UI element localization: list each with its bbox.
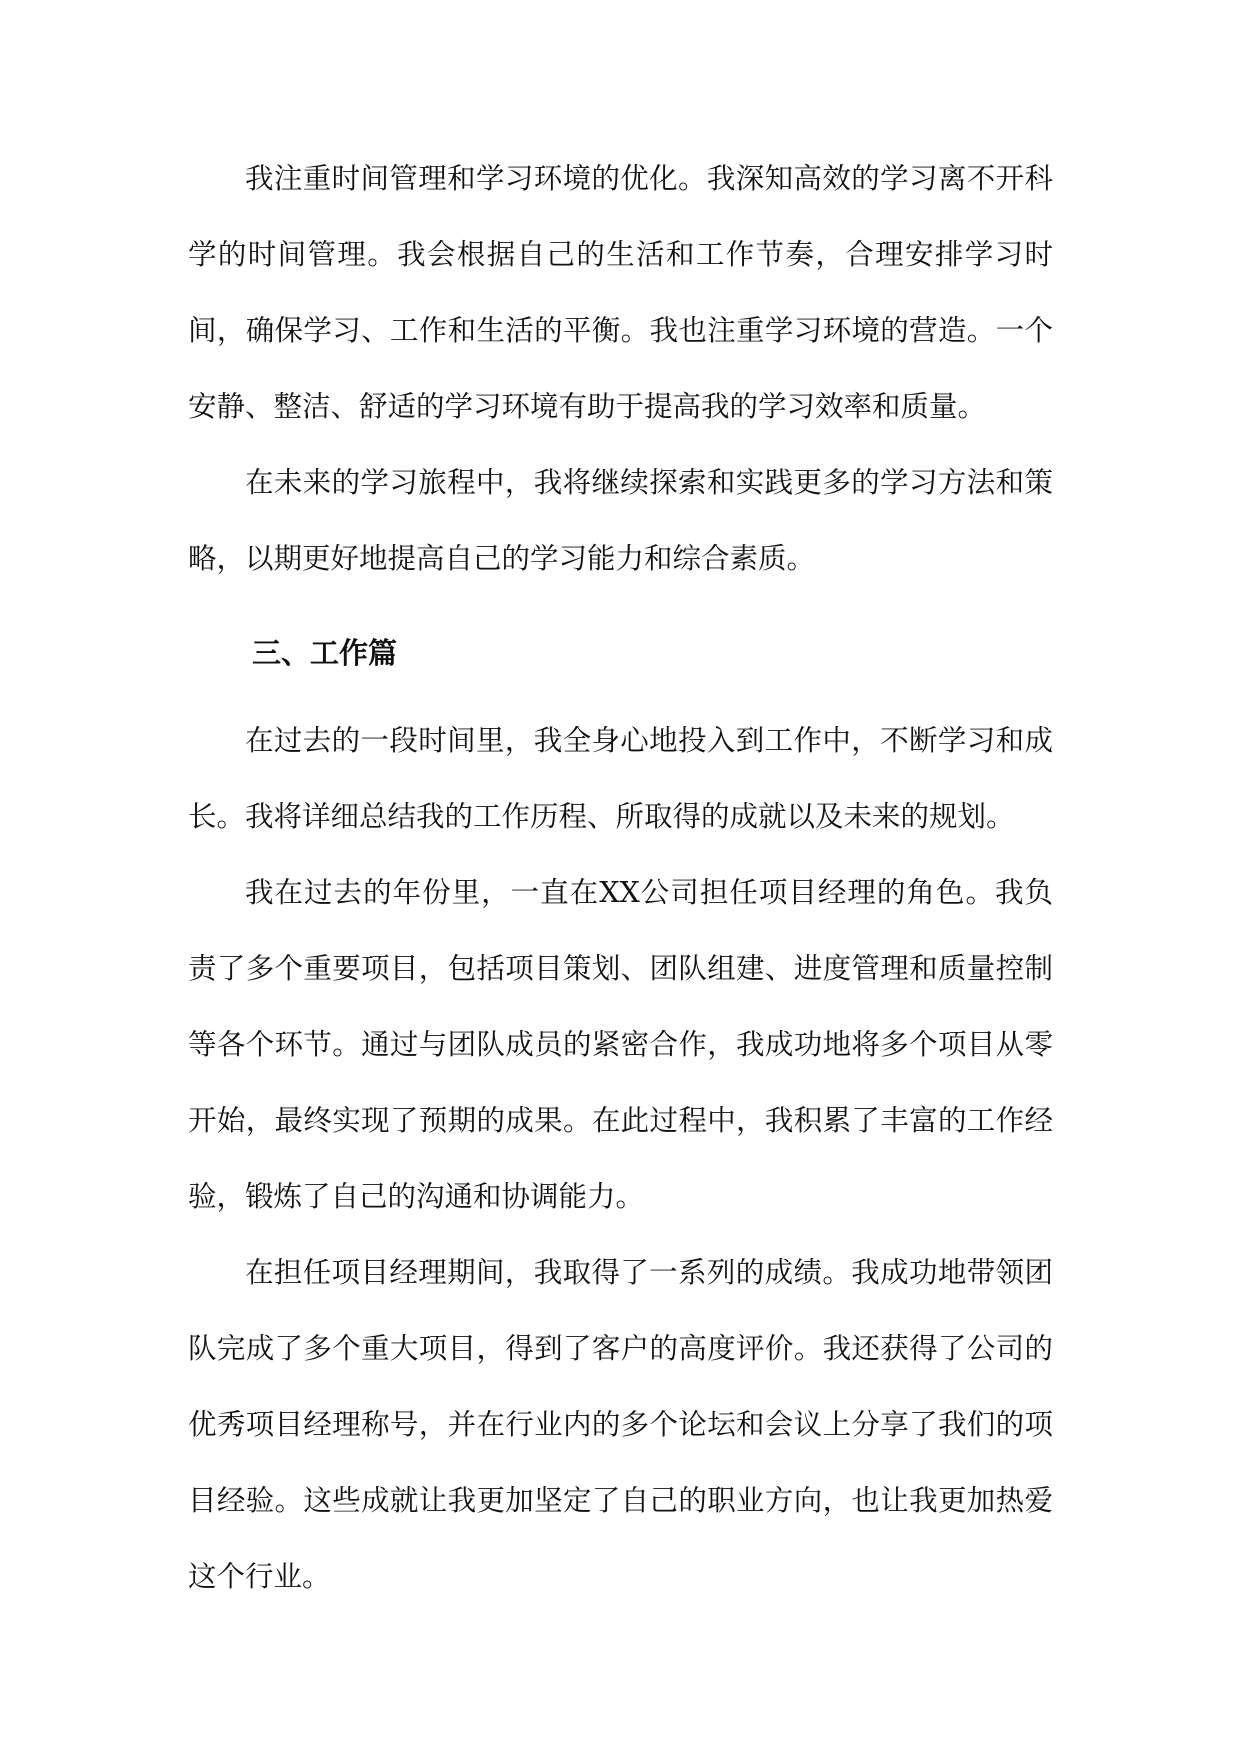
paragraph-work-intro: 在过去的一段时间里，我全身心地投入到工作中，不断学习和成长。我将详细总结我的工作历程、所取得的成就以及未来的规划。 (188, 724, 1053, 833)
paragraph-achievements: 在担任项目经理期间，我取得了一系列的成绩。我成功地带领团队完成了多个重大项目，得到了客户的高度评价。我还获得了公司的优秀项目经理称号，并在行业内的多个论坛和会议上分享了我们的项目经验。这些成就让我更加坚定了自己的职业方向，也让我更加热爱这个行业。 (188, 1256, 1053, 1593)
paragraph-time-management: 我注重时间管理和学习环境的优化。我深知高效的学习离不开科学的时间管理。我会根据自己的生活和工作节奏，合理安排学习时间，确保学习、工作和生活的平衡。我也注重学习环境的营造。一个安静、整洁、舒适的学习环境有助于提高我的学习效率和质量。 (188, 162, 1053, 423)
document-body (188, 141, 1053, 1615)
section-heading-work: 三、工作篇 (252, 636, 398, 670)
paragraph-work-history: 我在过去的年份里，一直在XX公司担任项目经理的角色。我负责了多个重要项目，包括项目策划、团队组建、进度管理和质量控制等各个环节。通过与团队成员的紧密合作，我成功地将多个项目从零开始，最终实现了预期的成果。在此过程中，我积累了丰富的工作经验，锻炼了自己的沟通和协调能力。 (188, 876, 1053, 1213)
paragraph-future-learning: 在未来的学习旅程中，我将继续探索和实践更多的学习方法和策略，以期更好地提高自己的学习能力和综合素质。 (188, 466, 1053, 575)
